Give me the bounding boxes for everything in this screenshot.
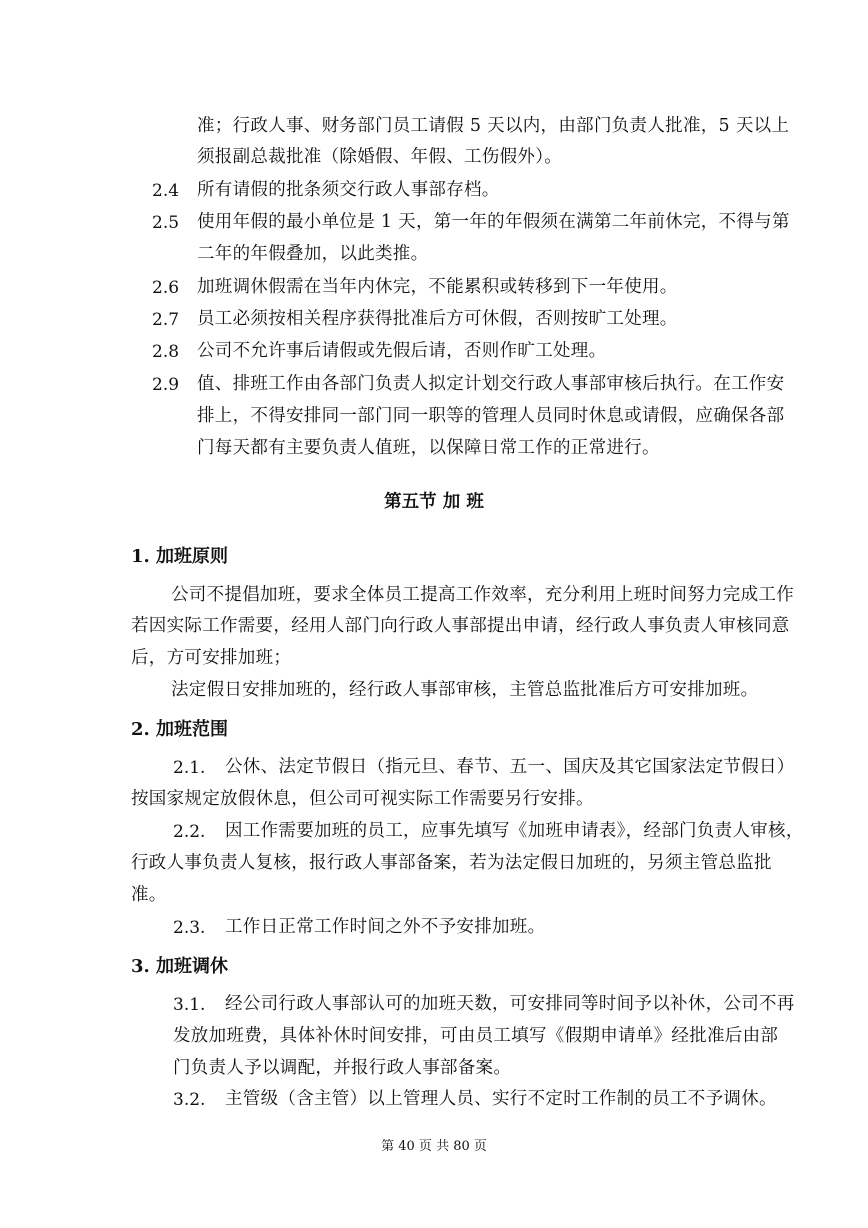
item-2-5-text-line-1: 使用年假的最小单位是 1 天，第一年的年假须在满第二年前休完，不得与第 <box>197 212 790 232</box>
scope-item-2-1-line-1: 公休、法定节假日（指元旦、春节、五一、国庆及其它国家法定节假日） <box>225 757 795 777</box>
scope-item-2-1-number: 2.1. <box>173 758 206 778</box>
item-2-8-number: 2.8 <box>152 342 180 362</box>
leave-item-3-1-line-3: 门负责人予以调配，并报行政人事部备案。 <box>173 1058 512 1078</box>
scope-item-2-2-line-2: 行政人事负责人复核，报行政人事部备案，若为法定假日加班的，另须主管总监批 <box>131 853 772 873</box>
item-2-9-text-line-3: 门每天都有主要负责人值班，以保障日常工作的正常进行。 <box>197 438 660 458</box>
leave-item-3-2-number: 3.2. <box>173 1090 206 1110</box>
item-2-3-continued-line-1: 准；行政人事、财务部门员工请假 5 天以内，由部门负责人批准，5 天以上 <box>197 116 790 136</box>
overtime-scope-heading: 2. 加班范围 <box>131 719 229 740</box>
section-title: 第五节 加 班 <box>384 492 484 512</box>
item-2-5-number: 2.5 <box>152 213 180 233</box>
item-2-3-continued-line-2: 须报副总裁批准（除婚假、年假、工伤假外）。 <box>197 147 563 167</box>
leave-item-3-1-number: 3.1. <box>173 995 206 1015</box>
item-2-9-number: 2.9 <box>152 375 180 395</box>
principle-paragraph-1-line-1: 公司不提倡加班，要求全体员工提高工作效率，充分利用上班时间努力完成工作 <box>171 585 794 605</box>
leave-item-3-1-line-2: 发放加班费，具体补休时间安排，可由员工填写《假期申请单》经批准后由部 <box>173 1026 779 1046</box>
scope-item-2-1-line-2: 按国家规定放假休息，但公司可视实际工作需要另行安排。 <box>131 789 594 809</box>
leave-item-3-1-line-1: 经公司行政人事部认可的加班天数，可安排同等时间予以补休，公司不再 <box>225 994 795 1014</box>
scope-item-2-3-number: 2.3. <box>173 918 206 938</box>
leave-item-3-2-text: 主管级（含主管）以上管理人员、实行不定时工作制的员工不予调休。 <box>225 1089 777 1109</box>
principle-paragraph-2: 法定假日安排加班的，经行政人事部审核，主管总监批准后方可安排加班。 <box>171 680 759 700</box>
item-2-4-number: 2.4 <box>152 181 180 201</box>
item-2-6-text: 加班调休假需在当年内休完，不能累积或转移到下一年使用。 <box>197 277 678 297</box>
scope-item-2-2-line-1: 因工作需要加班的员工，应事先填写《加班申请表》，经部门负责人审核， <box>225 821 804 841</box>
item-2-8-text: 公司不允许事后请假或先假后请，否则作旷工处理。 <box>197 341 607 361</box>
principle-paragraph-1-line-2: 若因实际工作需要，经用人部门向行政人事部提出申请，经行政人事负责人审核同意 <box>131 616 790 636</box>
overtime-principle-heading: 1. 加班原则 <box>131 546 229 567</box>
item-2-7-text: 员工必须按相关程序获得批准后方可休假，否则按旷工处理。 <box>197 309 678 329</box>
overtime-leave-heading: 3. 加班调休 <box>131 956 229 977</box>
item-2-5-text-line-2: 二年的年假叠加，以此类推。 <box>197 244 429 264</box>
scope-item-2-2-line-3: 准。 <box>131 885 167 905</box>
scope-item-2-3-text: 工作日正常工作时间之外不予安排加班。 <box>225 917 546 937</box>
page-number-footer: 第 40 页 共 80 页 <box>381 1139 487 1154</box>
item-2-9-text-line-1: 值、排班工作由各部门负责人拟定计划交行政人事部审核后执行。在工作安 <box>197 374 785 394</box>
item-2-4-text: 所有请假的批条须交行政人事部存档。 <box>197 180 500 200</box>
item-2-6-number: 2.6 <box>152 278 180 298</box>
principle-paragraph-1-line-3: 后，方可安排加班； <box>131 648 292 668</box>
item-2-7-number: 2.7 <box>152 310 180 330</box>
item-2-9-text-line-2: 排上，不得安排同一部门同一职等的管理人员同时休息或请假，应确保各部 <box>197 406 785 426</box>
scope-item-2-2-number: 2.2. <box>173 822 206 842</box>
